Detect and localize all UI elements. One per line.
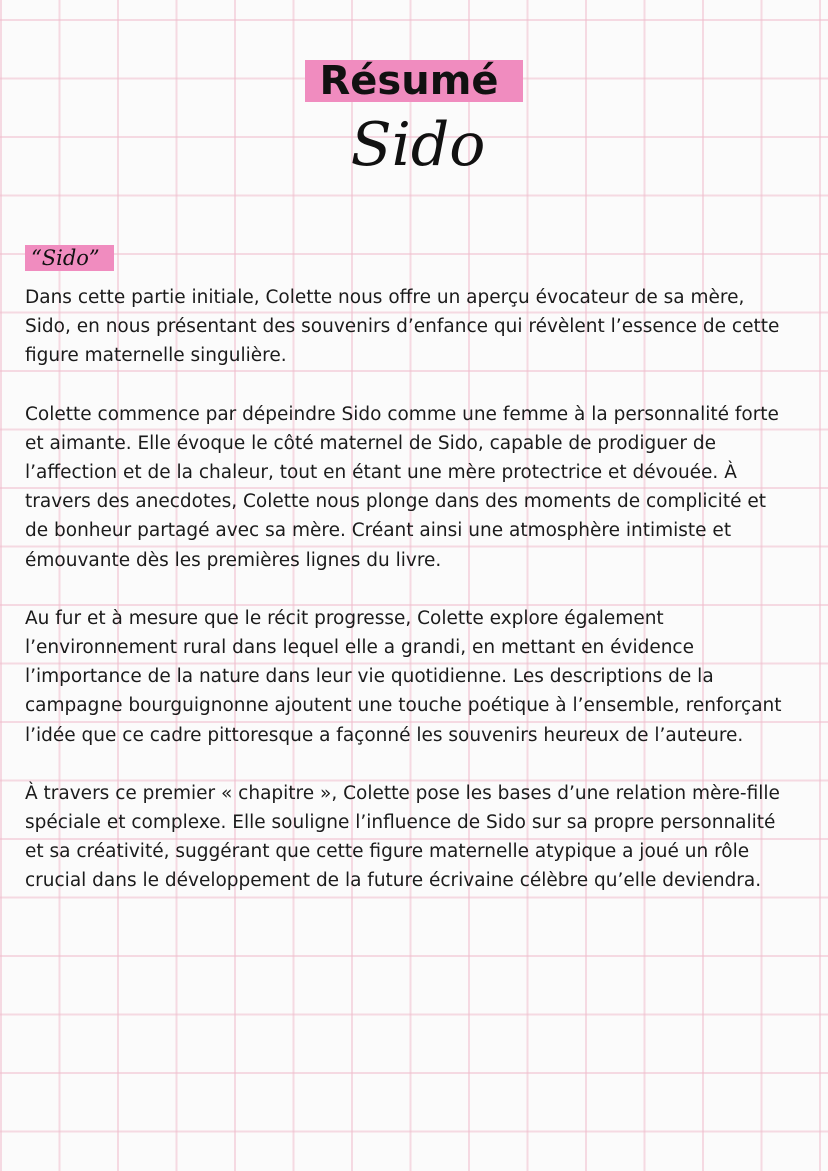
section-heading: “Sido” (25, 245, 114, 271)
page-header (0, 60, 828, 180)
summary-body (25, 283, 785, 925)
paragraph: Colette commence par dépeindre Sido comme une femme à la personnalité forte et aimante. Elle évoque le côté maternel de Sido, capable de prodiguer de l’affection et de la chaleur, tout en étant une mère protectrice et dévouée. À travers des anecdotes, Colette nous plonge dans des moments de complicité et de bonheur partagé avec sa mère. Créant ainsi une atmosphère intimiste et émouvante dès les premières lignes du livre. (25, 403, 779, 571)
paragraph: À travers ce premier « chapitre », Colette pose les bases d’une relation mère-fille spéciale et complexe. Elle souligne l’influence de Sido sur sa propre personnalité et sa créativité, suggérant que cette figure maternelle atypique a joué un rôle crucial dans le développement de la future écrivaine célèbre qu’elle deviendra. (25, 782, 780, 892)
paragraph: Au fur et à mesure que le récit progresse, Colette explore également l’environnement rural dans lequel elle a grandi, en mettant en évidence l’importance de la nature dans leur vie quotidienne. Les descriptions de la campagne bourguignonne ajoutent une touche poétique à l’ensemble, renforçant l’idée que ce cadre pittoresque a façonné les souvenirs heureux de l’auteure. (25, 607, 782, 746)
resume-heading: Résumé (305, 60, 522, 102)
book-title: Sido (350, 110, 486, 180)
paragraph: Dans cette partie initiale, Colette nous offre un aperçu évocateur de sa mère, Sido, en nous présentant des souvenirs d’enfance qui révèlent l’essence de cette figure maternelle singulière. (25, 287, 780, 367)
